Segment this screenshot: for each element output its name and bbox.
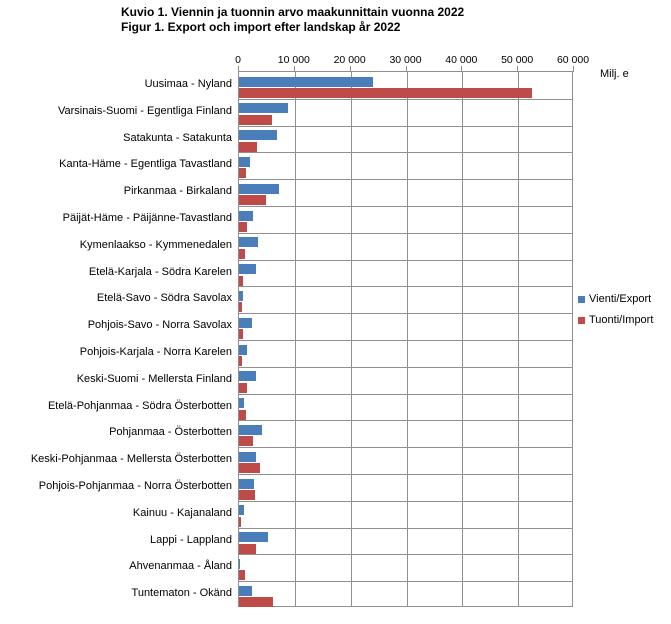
category-label: Pirkanmaa - Birkaland xyxy=(123,185,232,198)
export-bar xyxy=(239,559,240,569)
import-bar xyxy=(239,383,247,393)
export-bar xyxy=(239,586,252,596)
import-bar xyxy=(239,410,246,420)
category-label: Satakunta - Satakunta xyxy=(123,131,232,144)
category-label: Lappi - Lappland xyxy=(150,533,232,546)
import-bar xyxy=(239,356,242,366)
category-label: Kymenlaakso - Kymmenedalen xyxy=(79,238,232,251)
export-bar xyxy=(239,103,288,113)
import-bar xyxy=(239,142,257,152)
plot-area xyxy=(238,71,573,607)
x-tick-label: 0 xyxy=(235,54,241,66)
category-label: Varsinais-Suomi - Egentliga Finland xyxy=(57,104,232,117)
import-bar xyxy=(239,597,273,607)
x-tick-label: 60 000 xyxy=(556,54,590,66)
horizontal-gridline xyxy=(239,340,572,341)
import-bar xyxy=(239,570,245,580)
horizontal-gridline xyxy=(239,447,572,448)
axis-unit-label: Milj. e xyxy=(600,68,629,80)
export-bar xyxy=(239,452,256,462)
horizontal-gridline xyxy=(239,179,572,180)
export-bar xyxy=(239,425,262,435)
legend-entry xyxy=(578,314,653,326)
export-bar xyxy=(239,398,244,408)
category-label: Pohjois-Savo - Norra Savolax xyxy=(87,319,232,332)
export-bar xyxy=(239,371,256,381)
x-tick-label: 30 000 xyxy=(389,54,422,66)
category-label: Tuntematon - Okänd xyxy=(131,587,232,600)
horizontal-gridline xyxy=(239,474,572,475)
export-legend-swatch xyxy=(578,296,585,303)
import-bar xyxy=(239,517,241,527)
horizontal-gridline xyxy=(239,581,572,582)
export-bar xyxy=(239,77,373,87)
export-bar xyxy=(239,184,279,194)
horizontal-gridline xyxy=(239,99,572,100)
legend-label: Tuonti/Import xyxy=(589,314,654,326)
category-label: Kainuu - Kajanaland xyxy=(132,506,232,519)
horizontal-gridline xyxy=(239,206,572,207)
export-bar xyxy=(239,318,252,328)
category-label: Etelä-Savo - Södra Savolax xyxy=(96,292,232,305)
export-bar xyxy=(239,532,268,542)
import-bar xyxy=(239,329,243,339)
import-bar xyxy=(239,115,272,125)
export-bar xyxy=(239,237,258,247)
import-bar xyxy=(239,302,242,312)
horizontal-gridline xyxy=(239,420,572,421)
category-label: Etelä-Karjala - Södra Karelen xyxy=(88,265,232,278)
import-bar xyxy=(239,490,255,500)
horizontal-gridline xyxy=(239,554,572,555)
x-tick-label: 20 000 xyxy=(333,54,366,66)
horizontal-gridline xyxy=(239,313,572,314)
import-bar xyxy=(239,276,243,286)
horizontal-gridline xyxy=(239,152,572,153)
category-label: Keski-Pohjanmaa - Mellersta Österbotten xyxy=(30,453,232,466)
legend xyxy=(578,293,653,335)
horizontal-gridline xyxy=(239,233,572,234)
category-label: Pohjois-Karjala - Norra Karelen xyxy=(79,345,232,358)
import-bar xyxy=(239,195,266,205)
import-bar xyxy=(239,436,253,446)
x-tick-label: 50 000 xyxy=(501,54,534,66)
x-tick-label: 40 000 xyxy=(445,54,478,66)
chart-title xyxy=(121,5,464,34)
category-label: Pohjanmaa - Österbotten xyxy=(109,426,232,439)
export-bar xyxy=(239,345,247,355)
export-bar xyxy=(239,130,277,140)
import-bar xyxy=(239,463,260,473)
export-bar xyxy=(239,211,253,221)
export-bar xyxy=(239,479,254,489)
x-tick-mark xyxy=(573,66,574,72)
horizontal-gridline xyxy=(239,126,572,127)
horizontal-gridline xyxy=(239,286,572,287)
horizontal-gridline xyxy=(239,260,572,261)
export-bar xyxy=(239,505,244,515)
export-bar xyxy=(239,264,256,274)
horizontal-gridline xyxy=(239,394,572,395)
category-label: Ahvenanmaa - Åland xyxy=(129,560,232,573)
category-label: Päijät-Häme - Päijänne-Tavastland xyxy=(62,211,232,224)
horizontal-gridline xyxy=(239,501,572,502)
export-bar xyxy=(239,157,250,167)
import-bar xyxy=(239,222,247,232)
import-bar xyxy=(239,168,246,178)
category-label: Kanta-Häme - Egentliga Tavastland xyxy=(59,158,232,171)
category-label: Keski-Suomi - Mellersta Finland xyxy=(76,372,232,385)
export-bar xyxy=(239,291,243,301)
x-tick-label: 10 000 xyxy=(277,54,310,66)
chart-title-line1: Kuvio 1. Viennin ja tuonnin arvo maakunnittain vuonna 2022 xyxy=(121,5,465,19)
import-bar xyxy=(239,88,532,98)
chart-title-line2: Figur 1. Export och import efter landskap år 2022 xyxy=(121,19,401,34)
horizontal-gridline xyxy=(239,367,572,368)
import-bar xyxy=(239,544,256,554)
category-label: Etelä-Pohjanmaa - Södra Österbotten xyxy=(47,399,232,412)
legend-entry xyxy=(578,293,653,305)
legend-label: Vienti/Export xyxy=(589,293,652,305)
category-label: Uusimaa - Nyland xyxy=(144,77,232,90)
import-bar xyxy=(239,249,245,259)
import-legend-swatch xyxy=(578,317,585,324)
category-label: Pohjois-Pohjanmaa - Norra Österbotten xyxy=(38,479,232,492)
horizontal-gridline xyxy=(239,528,572,529)
